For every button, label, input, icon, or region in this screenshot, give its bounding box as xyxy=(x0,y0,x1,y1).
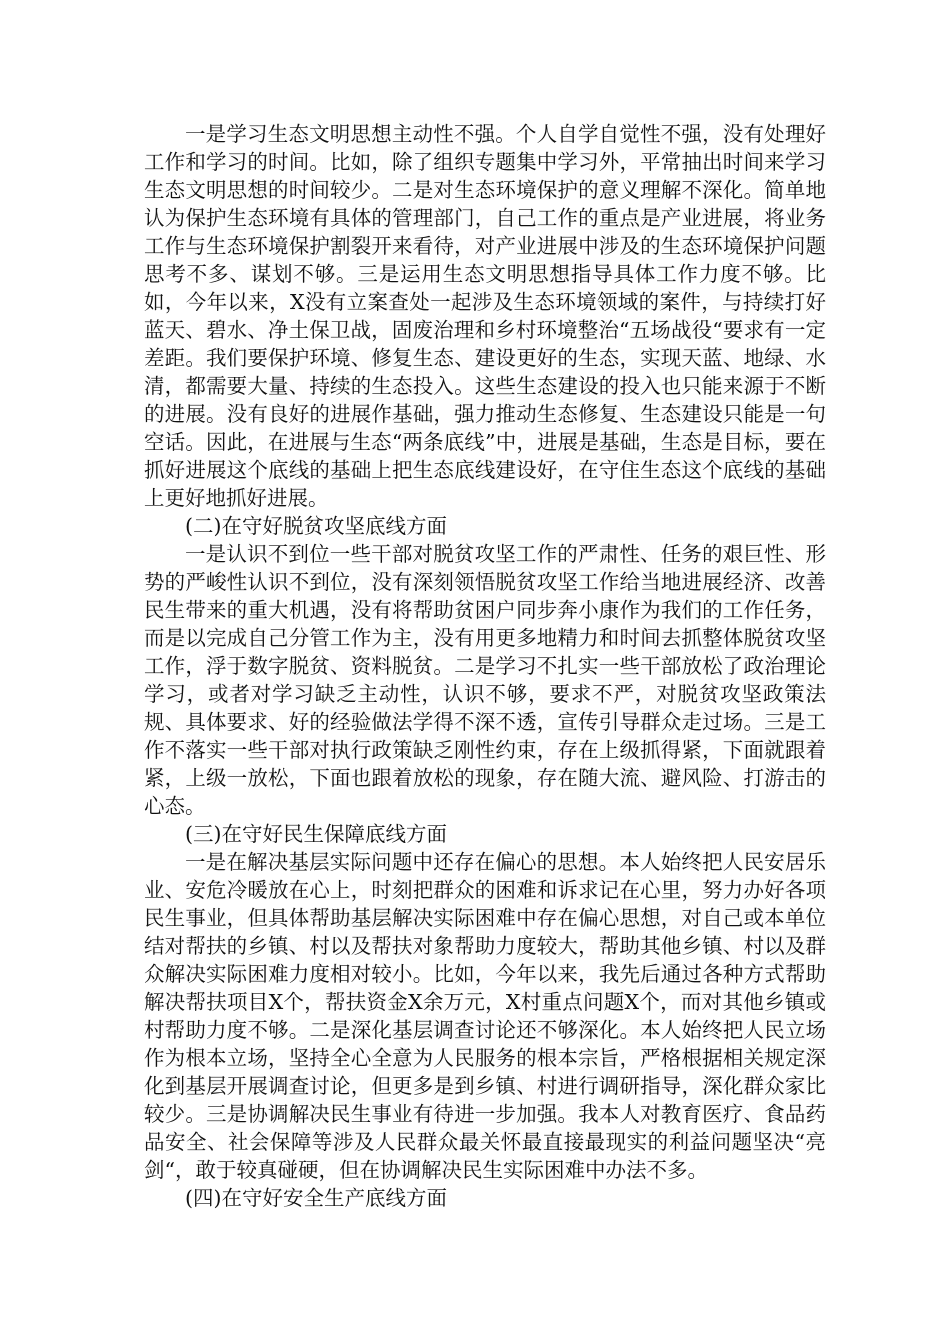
paragraph-livelihood: 一是在解决基层实际问题中还存在偏心的思想。本人始终把人民安居乐业、安危冷暖放在心上，时刻把群众的困难和诉求记在心里，努力办好各项民生事业，但具体帮助基层解决实际困难中存在偏心思想，对自己或本单位结对帮扶的乡镇、村以及帮扶对象帮助力度较大，帮助其他乡镇、村以及群众解决实际困难力度相对较小。比如，今年以来，我先后通过各种方式帮助解决帮扶项目X个，帮扶资金X余万元，X村重点问题X个，而对其他乡镇或村帮助力度不够。二是深化基层调查讨论还不够深化。本人始终把人民立场作为根本立场，坚持全心全意为人民服务的根本宗旨，严格根据相关规定深化到基层开展调查讨论，但更多是到乡镇、村进行调研指导，深化群众家比较少。三是协调解决民生事业有待进一步加强。我本人对教育医疗、食品药品安全、社会保障等涉及人民群众最关怀最直接最现实的利益问题坚决“亮剑“，敢于较真碰硬，但在协调解决民生实际困难中办法不多。 xyxy=(144,850,826,1182)
document-body xyxy=(144,120,826,1212)
paragraph-ecology: 一是学习生态文明思想主动性不强。个人自学自觉性不强，没有处理好工作和学习的时间。比如，除了组织专题集中学习外，平常抽出时间来学习生态文明思想的时间较少。二是对生态环境保护的意义理解不深化。简单地认为保护生态环境有具体的管理部门，自己工作的重点是产业进展，将业务工作与生态环境保护割裂开来看待，对产业进展中涉及的生态环境保护问题思考不多、谋划不够。三是运用生态文明思想指导具体工作力度不够。比如，今年以来，X没有立案查处一起涉及生态环境领域的案件，与持续打好蓝天、碧水、净土保卫战，固废治理和乡村环境整治“五场战役“要求有一定差距。我们要保护环境、修复生态、建设更好的生态，实现天蓝、地绿、水清，都需要大量、持续的生态投入。这些生态建设的投入也只能来源于不断的进展。没有良好的进展作基础，强力推动生态修复、生态建设只能是一句空话。因此，在进展与生态“两条底线”中，进展是基础，生态是目标，要在抓好进展这个底线的基础上把生态底线建设好，在守住生态这个底线的基础上更好地抓好进展。 xyxy=(144,122,826,510)
paragraph-poverty: 一是认识不到位一些干部对脱贫攻坚工作的严肃性、任务的艰巨性、形势的严峻性认识不到位，没有深刻领悟脱贫攻坚工作给当地进展经济、改善民生带来的重大机遇，没有将帮助贫困户同步奔小康作为我们的工作任务，而是以完成自己分管工作为主，没有用更多地精力和时间去抓整体脱贫攻坚工作，浮于数字脱贫、资料脱贫。二是学习不扎实一些干部放松了政治理论学习，或者对学习缺乏主动性，认识不够，要求不严，对脱贫攻坚政策法规、具体要求、好的经验做法学得不深不透，宣传引导群众走过场。三是工作不落实一些干部对执行政策缺乏刚性约束，存在上级抓得紧，下面就跟着紧，上级一放松，下面也跟着放松的现象，存在随大流、避风险、打游击的心态。 xyxy=(144,542,826,818)
section-heading-livelihood: (三)在守好民生保障底线方面 xyxy=(185,822,447,846)
section-heading-safety: (四)在守好安全生产底线方面 xyxy=(185,1186,447,1210)
section-heading-poverty: (二)在守好脱贫攻坚底线方面 xyxy=(185,514,447,538)
